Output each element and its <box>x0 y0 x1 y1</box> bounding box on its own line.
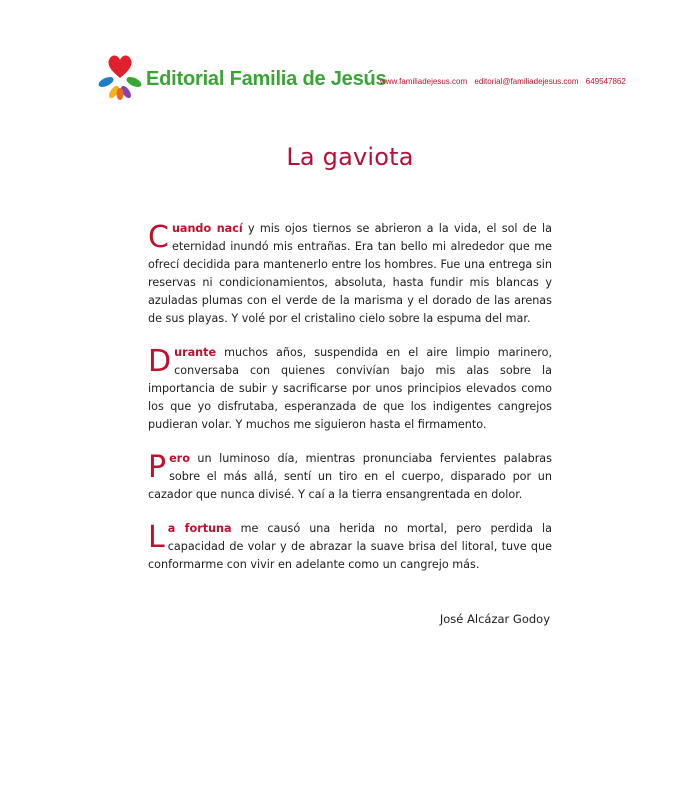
lead-words: uando nací <box>171 222 243 235</box>
paragraph-4 <box>148 520 552 574</box>
drop-cap: P <box>148 450 167 485</box>
website-link[interactable]: www.familiadejesus.com <box>380 77 468 86</box>
page-title: La gaviota <box>286 143 414 171</box>
drop-cap: L <box>148 520 165 555</box>
paragraph-text: muchos años, suspendida en el aire limpio marinero, conversaba con quienes convivían bajo mis alas sobre la importancia de subir y sacrificarse por unos principios elevados como los que yo disfrutaba, esperanzada de que los indigentes cangrejos pudieran volar. Y muchos me siguieron hasta el firmamento. <box>148 346 552 431</box>
phone-number: 649547862 <box>585 77 626 86</box>
story-body <box>148 220 552 590</box>
email-link[interactable]: editorial@familiadejesus.com <box>474 77 579 86</box>
contact-line <box>380 77 631 86</box>
paragraph-text: y mis ojos tiernos se abrieron a la vida, el sol de la eternidad inundó mis entrañas. Era tan bello mi alrededor que me ofrecí decidida para mantenerlo entre los hombres. Fue una entrega sin reservas ni condicionamientos, absoluta, hasta fundir mis blancas y azuladas plumas con el verde de la marisma y el dorado de las arenas de sus playas. Y volé por el cristalino cielo sobre la espuma del mar. <box>148 222 552 325</box>
brand-name: Editorial Familia de Jesús <box>146 68 387 90</box>
lead-words: ero <box>169 452 190 465</box>
paragraph-3 <box>148 450 552 504</box>
paragraph-1 <box>148 220 552 328</box>
drop-cap: D <box>148 344 172 379</box>
drop-cap: C <box>148 220 169 255</box>
heart-hands-logo-icon <box>92 48 148 104</box>
lead-words: a fortuna <box>167 522 232 535</box>
paragraph-2 <box>148 344 552 434</box>
lead-words: urante <box>174 346 217 359</box>
author-signature: José Alcázar Godoy <box>439 612 550 626</box>
paragraph-text: un luminoso día, mientras pronunciaba fervientes palabras sobre el más allá, sentí un tiro en el cuerpo, disparado por un cazador que nunca divisé. Y caí a la tierra ensangrentada en dolor. <box>148 452 552 501</box>
paragraph-text: me causó una herida no mortal, pero perdida la capacidad de volar y de abrazar la suave brisa del litoral, tuve que conformarme con vivir en adelante como un cangrejo más. <box>148 522 552 571</box>
page-header <box>92 48 632 104</box>
